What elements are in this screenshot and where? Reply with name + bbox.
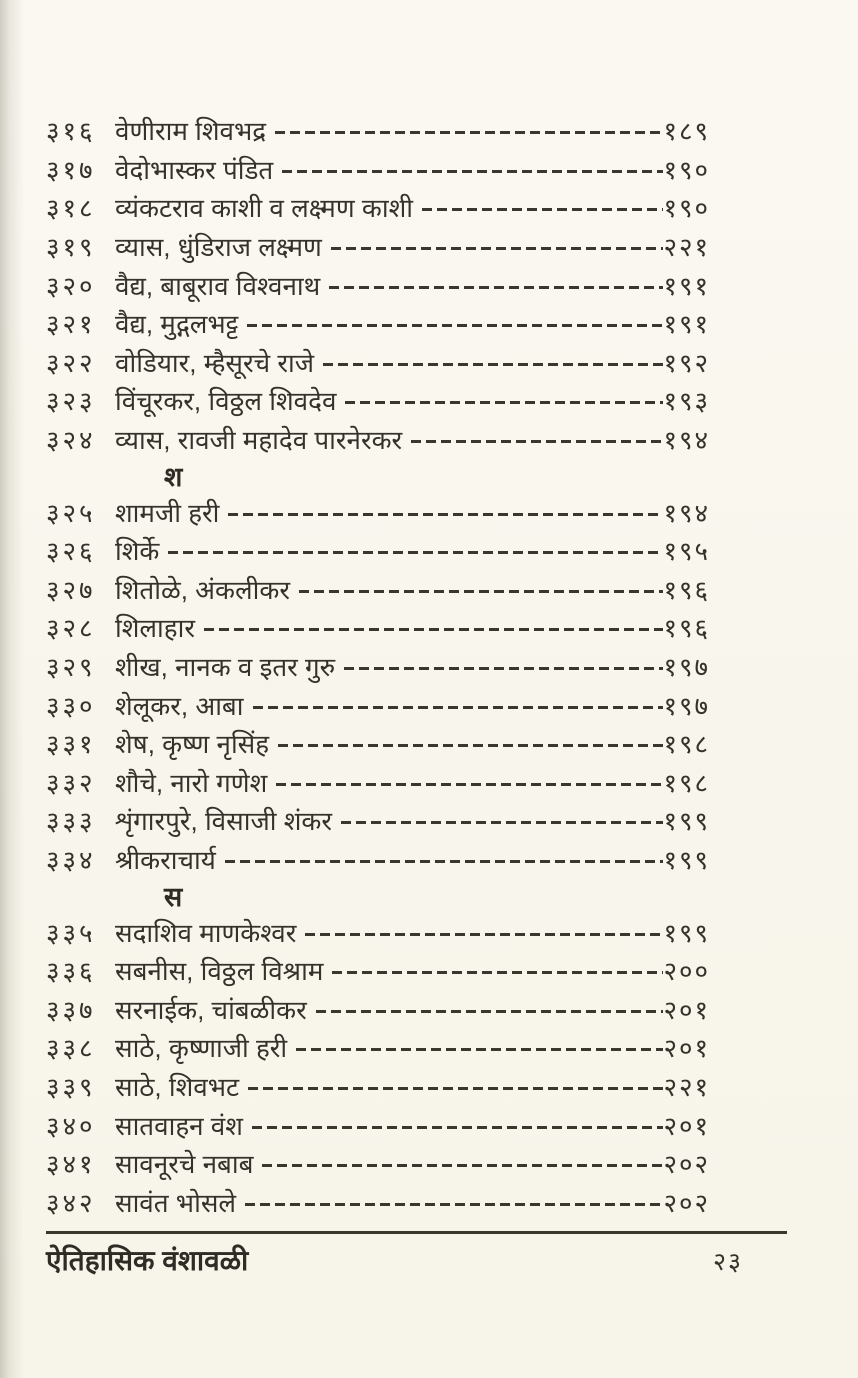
dash-leader [204,608,663,647]
entry-title: साठे, शिवभट [115,1071,240,1102]
toc-entry [46,188,710,227]
toc-entry [46,1028,710,1067]
entry-number: ३२२ [46,347,96,378]
entry-title: सातवाहन वंश [115,1110,243,1141]
entry-page-number: १९१ [663,270,710,301]
entry-number: ३४२ [46,1187,96,1218]
footer-divider [46,1231,787,1234]
entry-page-number: १९९ [663,806,710,837]
entry-page-number: २२१ [663,232,710,263]
footer-row [46,1241,787,1279]
toc-entry [46,304,710,343]
entry-number: ३१९ [46,232,96,263]
dash-leader [296,1028,663,1067]
toc-entry [46,1182,710,1221]
entry-number: ३२३ [46,386,96,417]
entry-number: ३२८ [46,613,96,644]
dash-leader [245,1182,663,1221]
toc-entry [46,570,710,609]
entry-number: ३३० [46,690,96,721]
toc-entry [46,989,710,1028]
entry-page-number: १९३ [663,386,710,417]
entry-page-number: २०२ [663,1187,710,1218]
toc-entry [46,265,710,304]
entry-title: वैद्य, बाबूराव विश्वनाथ [115,270,321,301]
entry-page-number: १९६ [663,613,710,644]
entry-page-number: १९६ [663,574,710,605]
entry-page-number: २०० [663,956,710,987]
toc-entry [46,685,710,724]
dash-leader [422,188,663,227]
entry-page-number: १९९ [663,917,710,948]
entry-number: ३२५ [46,497,96,528]
entry-number: ३३७ [46,994,96,1025]
page-number: २३ [712,1248,743,1276]
entry-page-number: १८९ [663,116,710,147]
dash-leader [299,570,663,609]
entry-number: ३२७ [46,574,96,605]
entry-title: साठे, कृष्णाजी हरी [115,1033,288,1064]
entry-number: ३३९ [46,1071,96,1102]
dash-leader [262,1144,663,1183]
toc-entry [46,381,710,420]
dash-leader [332,951,663,990]
toc-entry [46,1067,710,1106]
toc-entry [46,1144,710,1183]
dash-leader [323,343,663,382]
entry-number: ३२४ [46,425,96,456]
toc-entry [46,531,710,570]
entry-number: ३१८ [46,193,96,224]
toc-entry [46,840,710,879]
entry-number: ३४० [46,1110,96,1141]
dash-leader [225,840,664,879]
dash-leader [248,1067,663,1106]
entry-number: ३३१ [46,729,96,760]
toc-entry [46,150,710,189]
toc-entry [46,111,710,150]
entry-title: शेलूकर, आबा [115,690,244,721]
entry-number: ३४१ [46,1149,96,1180]
toc-entry [46,724,710,763]
entry-page-number: १९८ [663,767,710,798]
entry-title: विंचूरकर, विठ्ठल शिवदेव [115,386,337,417]
dash-leader [316,989,664,1028]
toc-entry [46,647,710,686]
dash-leader [411,420,663,459]
entry-title: वेणीराम शिवभद्र [115,116,267,147]
dash-leader [278,724,663,763]
dash-leader [247,304,663,343]
entry-number: ३३६ [46,956,96,987]
entry-page-number: २२१ [663,1071,710,1102]
entry-page-number: १९२ [663,347,710,378]
entry-page-number: २०२ [663,1149,710,1180]
entry-title: शेष, कृष्ण नृसिंह [115,729,270,760]
page-footer [46,1231,787,1279]
section-letter-heading: स [164,881,183,912]
entry-title: व्यंकटराव काशी व लक्ष्मण काशी [115,193,413,224]
toc-entry [46,608,710,647]
dash-leader [168,531,663,570]
entry-number: ३१६ [46,116,96,147]
dash-leader [345,381,663,420]
toc-entry [46,951,710,990]
book-title: ऐतिहासिक वंशावळी [46,1245,249,1276]
entry-number: ३३२ [46,767,96,798]
entry-number: ३१७ [46,154,96,185]
toc-entry [46,763,710,802]
dash-leader [329,265,663,304]
entry-title: शीख, नानक व इतर गुरु [115,652,336,683]
entry-number: ३३५ [46,917,96,948]
entry-number: ३३८ [46,1033,96,1064]
dash-leader [253,685,664,724]
entry-title: वेदोभास्कर पंडित [115,154,274,185]
entry-title: सबनीस, विठ्ठल विश्राम [115,956,324,987]
toc-entry [46,343,710,382]
entry-title: वैद्य, मुद्गलभट्ट [115,309,239,340]
entry-title: व्यास, धुंडिराज लक्ष्मण [115,232,322,263]
entry-number: ३२० [46,270,96,301]
dash-leader [275,111,663,150]
section-letter-heading: श [164,461,183,492]
toc-entry [46,492,710,531]
entry-page-number: २०१ [663,994,710,1025]
entry-page-number: १९४ [663,425,710,456]
entry-title: शामजी हरी [115,497,220,528]
entry-page-number: १९८ [663,729,710,760]
toc-entry [46,1105,710,1144]
entry-number: ३३३ [46,806,96,837]
dash-leader [344,647,663,686]
entry-page-number: १९४ [663,497,710,528]
toc-entry [46,227,710,266]
entry-number: ३३४ [46,844,96,875]
toc-entry [46,420,710,459]
toc-list [46,111,710,1221]
entry-title: सावनूरचे नबाब [115,1149,254,1180]
dash-leader [252,1105,664,1144]
entry-number: ३२९ [46,652,96,683]
entry-page-number: १९५ [663,536,710,567]
dash-leader [305,912,663,951]
entry-page-number: १९७ [663,652,710,683]
entry-page-number: २०१ [663,1110,710,1141]
dash-leader [331,227,664,266]
entry-number: ३२६ [46,536,96,567]
dash-leader [282,150,663,189]
toc-entry [46,912,710,951]
entry-page-number: १९९ [663,844,710,875]
entry-title: शिर्के [115,536,160,567]
entry-title: व्यास, रावजी महादेव पारनेरकर [115,425,403,456]
entry-title: सरनाईक, चांबळीकर [115,994,307,1025]
entry-page-number: १९७ [663,690,710,721]
entry-number: ३२१ [46,309,96,340]
toc-entry [46,801,710,840]
entry-page-number: १९१ [663,309,710,340]
entry-title: सावंत भोसले [115,1187,237,1218]
entry-page-number: १९० [663,193,710,224]
entry-page-number: २०१ [663,1033,710,1064]
entry-page-number: १९० [663,154,710,185]
page-edge-shadow [0,0,24,1378]
entry-title: श्रीकराचार्य [115,844,216,875]
dash-leader [276,763,663,802]
dash-leader [341,801,663,840]
entry-title: शृंगारपुरे, विसाजी शंकर [115,806,332,837]
dash-leader [228,492,663,531]
entry-title: वोडियार, म्हैसूरचे राजे [115,347,314,378]
entry-title: सदाशिव माणकेश्वर [115,917,297,948]
entry-title: शिलाहार [115,613,195,644]
entry-title: शितोळे, अंकलीकर [115,574,290,605]
entry-title: शौचे, नारो गणेश [115,767,268,798]
